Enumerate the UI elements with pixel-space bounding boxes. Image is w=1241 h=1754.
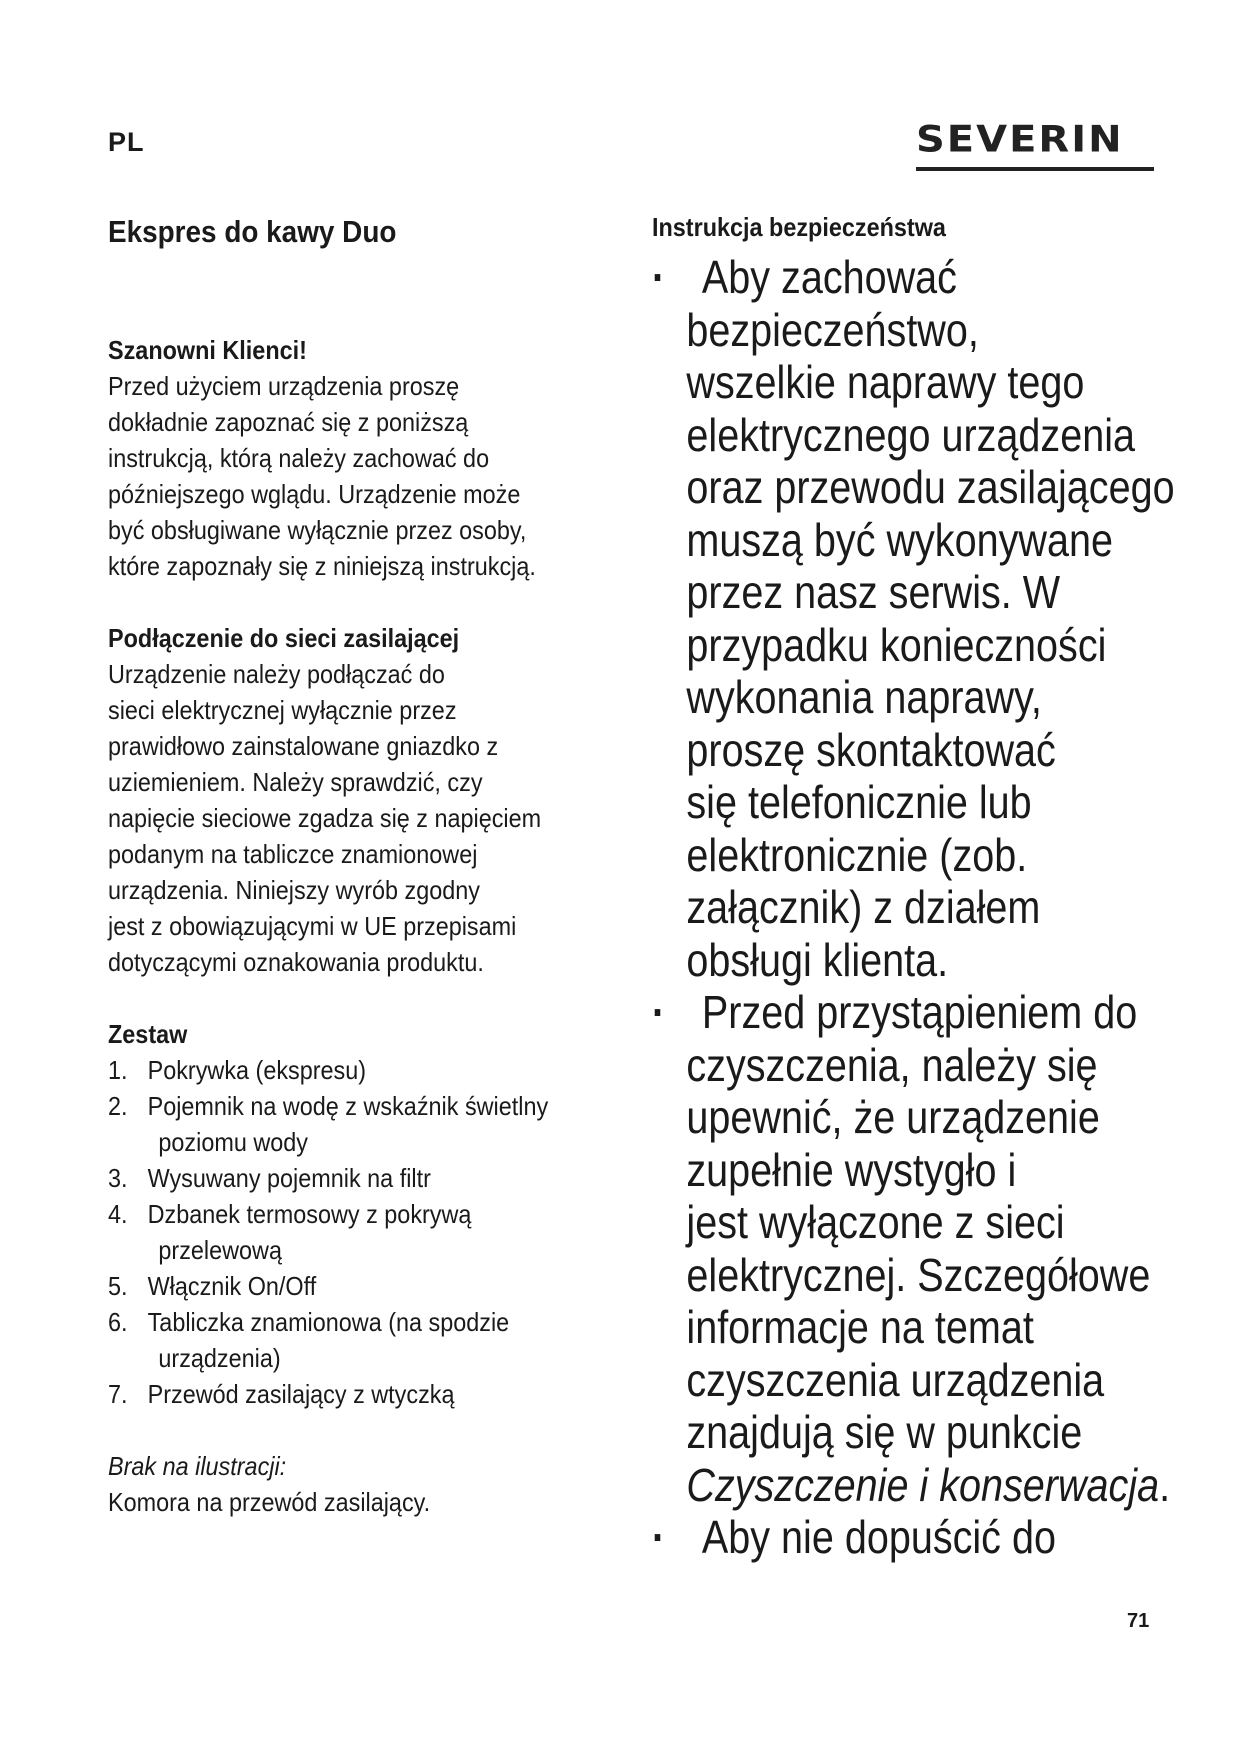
item-text: Przewód zasilający z wtyczką xyxy=(147,1379,455,1409)
bullet-marker: · xyxy=(652,251,666,303)
text-line: uziemieniem. Należy sprawdzić, czy xyxy=(108,767,483,797)
list-item xyxy=(108,1160,576,1196)
parts-list xyxy=(108,1052,576,1412)
text-line: sieci elektrycznej wyłącznie przez xyxy=(108,695,457,725)
item-number: 7. xyxy=(108,1379,128,1409)
list-item xyxy=(652,986,1211,1511)
power-heading: Podłączenie do sieci zasilającej xyxy=(108,623,460,653)
text-line: urządzenia. Niniejszy wyrób zgodny xyxy=(108,875,480,905)
list-item xyxy=(108,1376,576,1412)
logo-underline xyxy=(916,167,1154,171)
text-line: przez nasz serwis. W xyxy=(686,566,1061,618)
text-line: wszelkie naprawy tego xyxy=(686,356,1085,408)
text-line: upewnić, że urządzenie xyxy=(686,1091,1100,1143)
item-number: 2. xyxy=(108,1091,128,1121)
text-line: być obsługiwane wyłącznie przez osoby, xyxy=(108,515,527,545)
text-line: Aby nie dopuścić do xyxy=(701,1511,1056,1563)
list-item xyxy=(108,1268,576,1304)
text-line: późniejszego wglądu. Urządzenie może xyxy=(108,479,521,509)
list-item xyxy=(108,1196,576,1268)
item-text: Pokrywka (ekspresu) xyxy=(147,1055,367,1085)
list-item xyxy=(652,251,1211,986)
text-line: jest wyłączone z sieci xyxy=(686,1196,1065,1248)
item-number: 5. xyxy=(108,1271,128,1301)
text-line: czyszczenia urządzenia xyxy=(686,1353,1105,1406)
brand-name: SEVERIN xyxy=(916,118,1124,161)
text-line: Przed użyciem urządzenia proszę xyxy=(108,371,460,401)
list-item xyxy=(108,1304,576,1376)
item-text: Włącznik On/Off xyxy=(147,1271,317,1301)
text-line: . xyxy=(1159,1458,1171,1511)
text-line: się telefonicznie lub xyxy=(686,776,1032,828)
power-text xyxy=(108,656,576,980)
document-title: Ekspres do kawy Duo xyxy=(108,214,397,249)
left-column xyxy=(108,210,576,1520)
greeting-section xyxy=(108,332,576,584)
text-line: które zapoznały się z niniejszą instrukcją. xyxy=(108,551,536,581)
page-number: 71 xyxy=(1127,1610,1150,1632)
text-line: napięcie sieciowe zgadza się z napięciem xyxy=(108,803,542,833)
text-line: proszę skontaktować xyxy=(686,723,1056,776)
item-number: 3. xyxy=(108,1163,128,1193)
text-line: dotyczącymi oznakowania produktu. xyxy=(108,947,484,977)
text-line: czyszczenia, należy się xyxy=(686,1038,1098,1091)
text-line: bezpieczeństwo, xyxy=(686,303,979,356)
brand-logo xyxy=(916,120,1154,170)
item-text: Dzbanek termosowy z pokrywą przelewową xyxy=(147,1199,472,1265)
text-line: zupełnie wystygło i xyxy=(686,1143,1017,1196)
text-line: załącznik) z działem xyxy=(686,881,1041,933)
set-section xyxy=(108,1016,576,1412)
text-line: Aby zachować xyxy=(701,251,957,303)
not-shown-section xyxy=(108,1448,576,1520)
not-shown-label: Brak na ilustracji: xyxy=(108,1451,287,1481)
text-line: obsługi klienta. xyxy=(686,933,949,986)
cross-reference: Czyszczenie i konserwacja xyxy=(686,1458,1160,1511)
text-line: znajdują się w punkcie xyxy=(686,1406,1083,1458)
item-number: 1. xyxy=(108,1055,128,1085)
text-line: przypadku konieczności xyxy=(686,618,1107,671)
text-line: elektronicznie (zob. xyxy=(686,828,1028,881)
list-item xyxy=(652,1511,1211,1564)
text-line: elektrycznego urządzenia xyxy=(686,408,1136,461)
text-line: podanym na tabliczce znamionowej xyxy=(108,839,478,869)
bullet-marker: · xyxy=(652,1511,666,1563)
right-column xyxy=(652,212,1212,1564)
item-text: Pojemnik na wodę z wskaźnik świetlny poziomu wody xyxy=(147,1091,549,1157)
item-text: Tabliczka znamionowa (na spodzie urządzenia) xyxy=(147,1307,510,1373)
item-number: 4. xyxy=(108,1199,128,1229)
text-line: jest z obowiązującymi w UE przepisami xyxy=(108,911,517,941)
not-shown-text: Komora na przewód zasilający. xyxy=(108,1487,431,1517)
greeting-heading: Szanowni Klienci! xyxy=(108,335,307,365)
text-line: elektrycznej. Szczegółowe xyxy=(686,1248,1151,1301)
safety-heading: Instrukcja bezpieczeństwa xyxy=(652,212,946,242)
greeting-text xyxy=(108,368,576,584)
list-item xyxy=(108,1052,576,1088)
language-code: PL xyxy=(108,127,145,157)
text-line: prawidłowo zainstalowane gniazdko z xyxy=(108,731,499,761)
item-number: 6. xyxy=(108,1307,128,1337)
item-text: Wysuwany pojemnik na filtr xyxy=(147,1163,431,1193)
bullet-marker: · xyxy=(652,986,666,1038)
text-line: oraz przewodu zasilającego xyxy=(686,461,1175,513)
list-item xyxy=(108,1088,576,1160)
text-line: wykonania naprawy, xyxy=(686,671,1042,723)
set-heading: Zestaw xyxy=(108,1019,188,1049)
safety-list xyxy=(652,251,1211,1564)
text-line: informacje na temat xyxy=(686,1301,1034,1353)
text-line: dokładnie zapoznać się z poniższą xyxy=(108,407,469,437)
text-line: Przed przystąpieniem do xyxy=(701,986,1138,1038)
power-section xyxy=(108,620,576,980)
text-line: Urządzenie należy podłączać do xyxy=(108,659,445,689)
text-line: instrukcją, którą należy zachować do xyxy=(108,443,490,473)
text-line: muszą być wykonywane xyxy=(686,513,1113,566)
